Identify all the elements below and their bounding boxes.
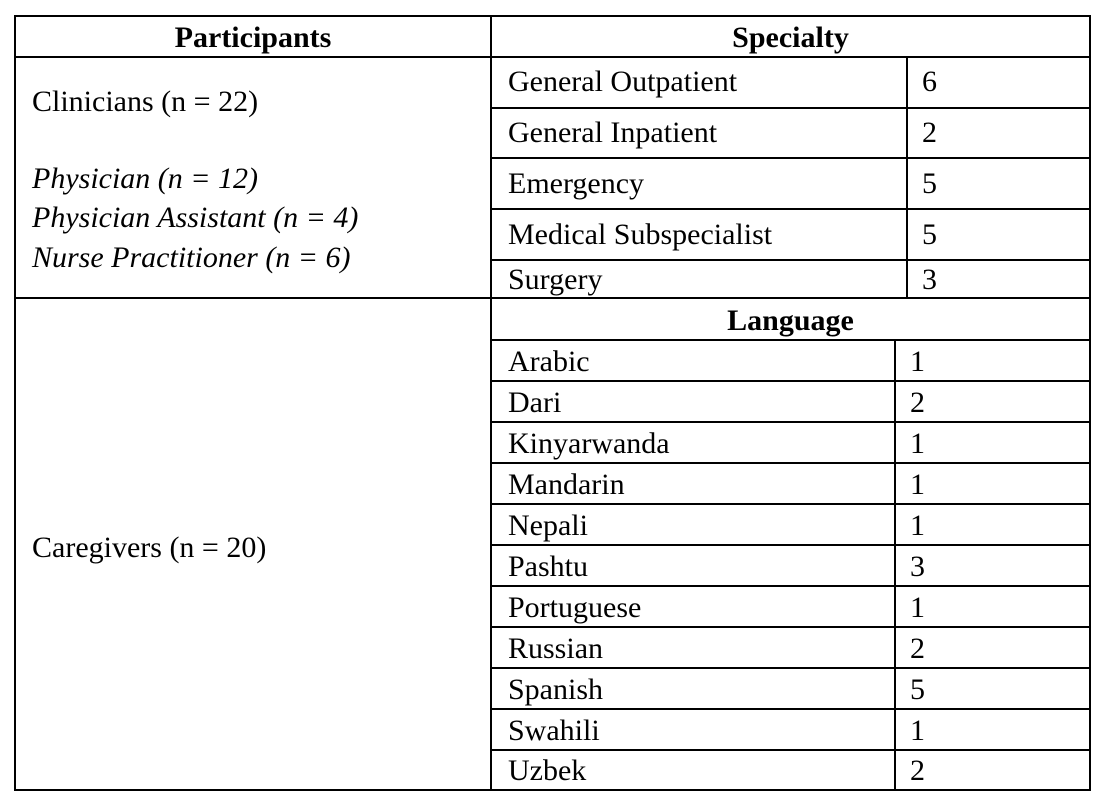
- clinician-role: Physician (n = 12): [32, 162, 259, 195]
- language-name: Russian: [508, 632, 604, 665]
- section-divider: [14, 297, 1091, 299]
- language-name: Uzbek: [508, 754, 587, 787]
- specialty-count: 2: [922, 116, 937, 149]
- table-border-bottom: [14, 789, 1091, 791]
- specialty-name: Medical Subspecialist: [508, 218, 773, 251]
- language-row-divider: [490, 585, 1091, 587]
- specialty-count: 6: [922, 65, 937, 98]
- specialty-count: 3: [922, 263, 937, 296]
- language-count: 1: [910, 345, 925, 378]
- language-row-divider: [490, 503, 1091, 505]
- language-count: 5: [910, 673, 925, 706]
- language-row-divider: [490, 380, 1091, 382]
- language-row-divider: [490, 421, 1091, 423]
- specialty-name: General Outpatient: [508, 65, 738, 98]
- language-name: Dari: [508, 386, 562, 419]
- language-row-divider: [490, 708, 1091, 710]
- specialty-count-divider: [906, 56, 908, 299]
- language-row-divider: [490, 749, 1091, 751]
- language-name: Portuguese: [508, 591, 642, 624]
- specialty-name: Emergency: [508, 167, 645, 200]
- clinician-role: Physician Assistant (n = 4): [32, 201, 359, 234]
- language-count: 1: [910, 714, 925, 747]
- language-count: 1: [910, 591, 925, 624]
- specialty-name: Surgery: [508, 263, 603, 296]
- language-name: Nepali: [508, 509, 588, 542]
- table-border-right: [1089, 15, 1091, 791]
- language-name: Kinyarwanda: [508, 427, 670, 460]
- language-row-divider: [490, 667, 1091, 669]
- specialty-count: 5: [922, 218, 937, 251]
- table-border-top: [14, 15, 1091, 17]
- specialty-row-divider: [490, 259, 1091, 261]
- language-name: Spanish: [508, 673, 604, 706]
- specialty-count: 5: [922, 167, 937, 200]
- column-divider: [490, 15, 492, 791]
- specialty-header: Specialty: [732, 21, 849, 54]
- language-count: 2: [910, 386, 925, 419]
- language-count: 1: [910, 468, 925, 501]
- participants-header: Participants: [174, 21, 332, 54]
- language-count-divider: [894, 339, 896, 791]
- language-count: 1: [910, 509, 925, 542]
- table-border-left: [14, 15, 16, 791]
- language-name: Arabic: [508, 345, 590, 378]
- language-count: 2: [910, 632, 925, 665]
- specialty-row-divider: [490, 208, 1091, 210]
- language-name: Mandarin: [508, 468, 625, 501]
- clinicians-label: Clinicians (n = 22): [32, 85, 259, 118]
- specialty-row-divider: [490, 157, 1091, 159]
- clinician-role: Nurse Practitioner (n = 6): [32, 241, 351, 274]
- specialty-name: General Inpatient: [508, 116, 718, 149]
- caregivers-label: Caregivers (n = 20): [32, 531, 267, 564]
- language-row-divider: [490, 462, 1091, 464]
- header-divider: [14, 56, 1091, 58]
- language-name: Pashtu: [508, 550, 589, 583]
- specialty-row-divider: [490, 107, 1091, 109]
- language-count: 3: [910, 550, 925, 583]
- language-row-divider: [490, 544, 1091, 546]
- language-header-divider: [490, 339, 1091, 341]
- language-count: 1: [910, 427, 925, 460]
- language-count: 2: [910, 754, 925, 787]
- language-header: Language: [727, 304, 854, 337]
- language-name: Swahili: [508, 714, 600, 747]
- language-row-divider: [490, 626, 1091, 628]
